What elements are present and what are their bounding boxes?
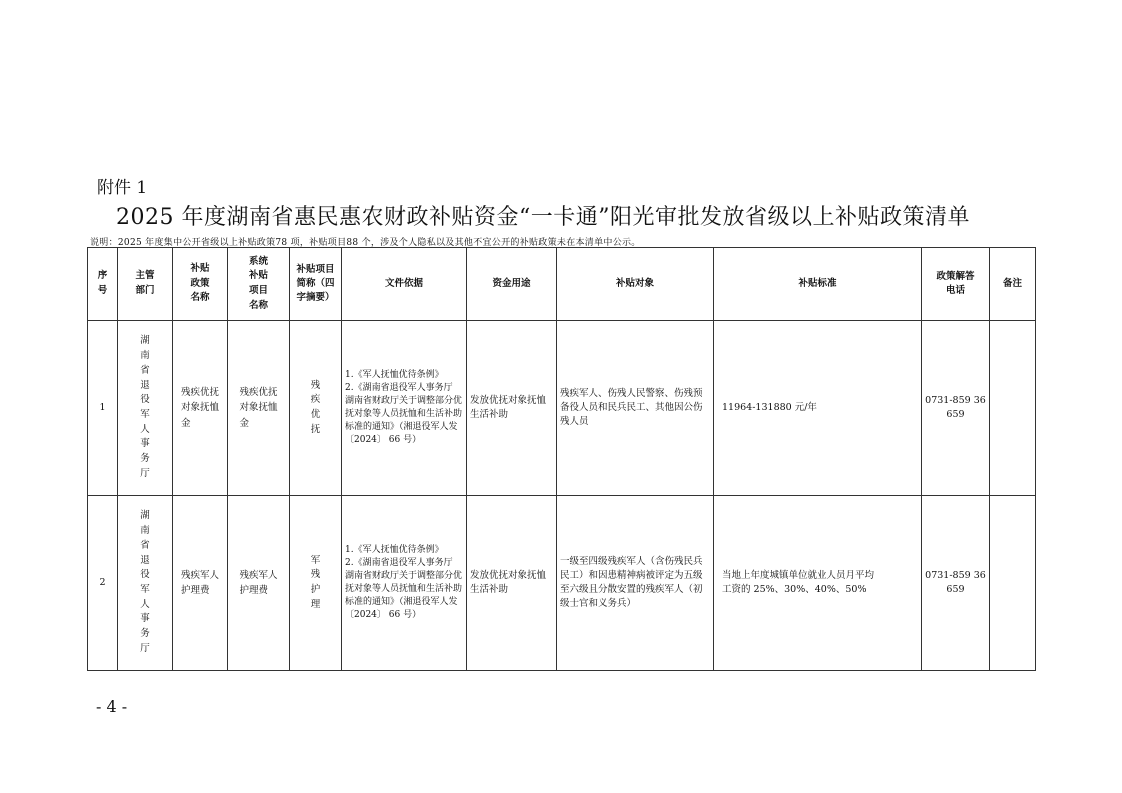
basis-item-1: 1.《军人抚恤优待条例》 xyxy=(345,544,444,555)
cell-phone: 0731-859 36659 xyxy=(922,496,990,671)
header-dept: 主管部门 xyxy=(118,248,173,321)
cell-standard: 11964-131880 元/年 xyxy=(714,321,922,496)
cell-seq: 2 xyxy=(88,496,118,671)
header-system-item: 系统补贴项目名称 xyxy=(228,248,290,321)
header-standard: 补贴标准 xyxy=(714,248,922,321)
basis-item-2: 2.《湖南省退役军人事务厅 湖南省财政厅关于调整部分优抚对象等人员抚恤和生活补助标准的通知》（湘退役军人发〔2024〕 66 号） xyxy=(345,382,463,446)
header-usage: 资金用途 xyxy=(467,248,557,321)
document-title: 2025 年度湖南省惠民惠农财政补贴资金“一卡通”阳光审批发放省级以上补贴政策清单 xyxy=(116,205,970,230)
cell-phone: 0731-859 36659 xyxy=(922,321,990,496)
basis-item-2: 2.《湖南省退役军人事务厅 湖南省财政厅关于调整部分优抚对象等人员抚恤和生活补助标准的通知》（湘退役军人发〔2024〕 66 号） xyxy=(345,557,463,621)
header-short-name: 补贴项目简称（四字摘要） xyxy=(290,248,342,321)
header-basis: 文件依据 xyxy=(342,248,467,321)
cell-note xyxy=(990,496,1036,671)
cell-basis xyxy=(342,496,467,671)
basis-item-1: 1.《军人抚恤优待条例》 xyxy=(345,369,444,380)
page-number: - 4 - xyxy=(96,697,128,716)
cell-note xyxy=(990,321,1036,496)
table-header-row xyxy=(88,248,1036,321)
cell-target: 一级至四级残疾军人（含伤残民兵民工）和因患精神病被评定为五级至六级且分散安置的残疾军人（初级士官和义务兵） xyxy=(557,496,714,671)
cell-dept: 湖南省退役军人事务厅 xyxy=(118,321,173,496)
cell-basis xyxy=(342,321,467,496)
header-target: 补贴对象 xyxy=(557,248,714,321)
cell-usage: 发放优抚对象抚恤生活补助 xyxy=(467,496,557,671)
cell-policy-name: 残疾优抚对象抚恤金 xyxy=(173,321,228,496)
cell-usage: 发放优抚对象抚恤生活补助 xyxy=(467,321,557,496)
standard-line-1: 当地上年度城镇单位就业人员月平均 xyxy=(722,570,875,582)
header-phone: 政策解答电话 xyxy=(922,248,990,321)
header-policy-name: 补贴政策名称 xyxy=(173,248,228,321)
cell-short-name: 残疾优抚 xyxy=(290,321,342,496)
description-note: 说明：2025 年度集中公开省级以上补贴政策78 项，补贴项目88 个，涉及个人隐私以及其他不宜公开的补贴政策未在本清单中公示。 xyxy=(90,238,641,248)
cell-seq: 1 xyxy=(88,321,118,496)
cell-system-item: 残疾优抚对象抚恤金 xyxy=(228,321,290,496)
table-row xyxy=(88,321,1036,496)
cell-system-item: 残疾军人护理费 xyxy=(228,496,290,671)
header-note: 备注 xyxy=(990,248,1036,321)
header-seq: 序号 xyxy=(88,248,118,321)
cell-target: 残疾军人、伤残人民警察、伤残预备役人员和民兵民工、其他因公伤残人员 xyxy=(557,321,714,496)
attachment-label: 附件 1 xyxy=(97,178,148,198)
table-row xyxy=(88,496,1036,671)
standard-line-2: 工资的 25%、30%、40%、50% xyxy=(722,584,867,595)
cell-dept: 湖南省退役军人事务厅 xyxy=(118,496,173,671)
cell-standard xyxy=(714,496,922,671)
cell-policy-name: 残疾军人护理费 xyxy=(173,496,228,671)
cell-short-name: 军残护理 xyxy=(290,496,342,671)
policy-table xyxy=(87,247,1036,671)
